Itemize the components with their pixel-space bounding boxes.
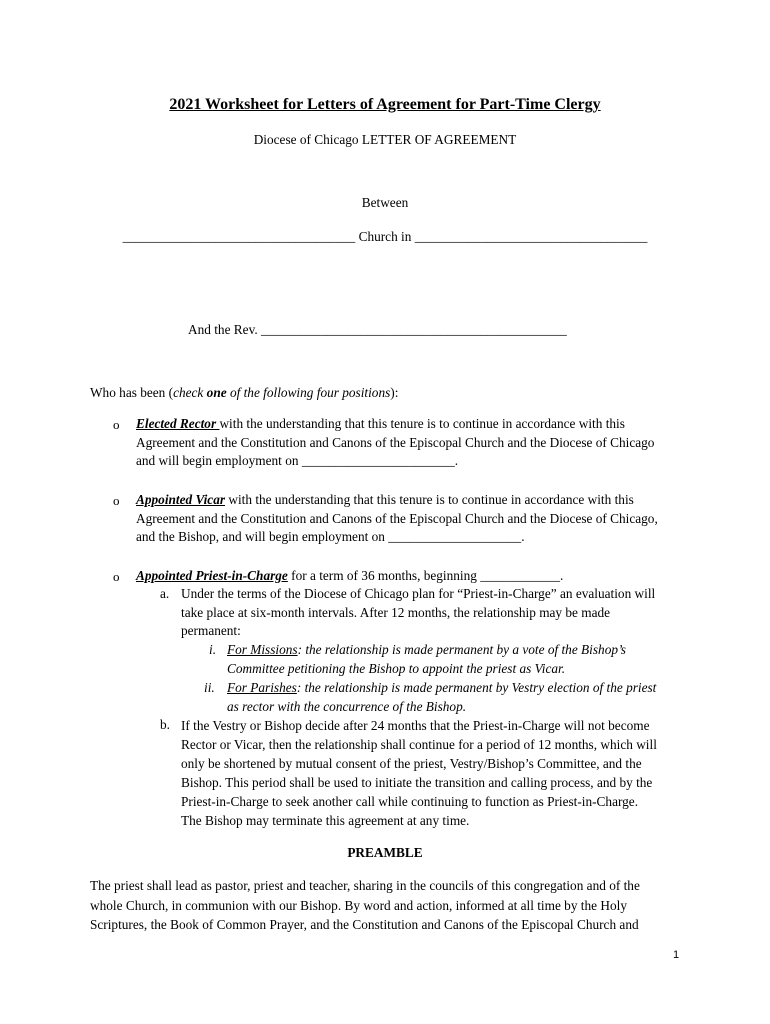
sub-item-b-line: Bishop. This period shall be used to initiate the transition and calling process, and by the	[181, 775, 653, 790]
document-title: 2021 Worksheet for Letters of Agreement for Part-Time Clergy	[169, 96, 601, 113]
priest-in-charge-text: for a term of 36 months, beginning ____________.	[287, 568, 564, 583]
positions-instruction	[90, 384, 398, 402]
preamble-line: Scriptures, the Book of Common Prayer, and the Constitution and Canons of the Episcopal Church and	[90, 917, 639, 932]
elected-rector-text: with the understanding that this tenure is to continue in accordance with this	[219, 416, 625, 431]
sub-item-i-marker: i.	[209, 642, 217, 657]
instruction-prefix: Who has been (	[90, 385, 174, 400]
sub-item-a	[181, 585, 655, 641]
appointed-vicar-text: with the understanding that this tenure is to continue in accordance with this	[225, 492, 634, 507]
rev-line: And the Rev. ______________________________________________	[188, 322, 567, 337]
bullet-elected-rector: o	[113, 417, 120, 432]
bullet-priest-in-charge: o	[113, 569, 120, 584]
elected-rector-text-3: and will begin employment on _______________________.	[136, 453, 459, 468]
option-priest-in-charge	[136, 567, 563, 585]
bullet-appointed-vicar: o	[113, 493, 120, 508]
sub-item-b-line: Rector or Vicar, then the relationship shall continue for a period of 12 months, which will	[181, 737, 657, 752]
instruction-italic: check	[173, 385, 207, 400]
sub-item-b-line: If the Vestry or Bishop decide after 24 months that the Priest-in-Charge will not become	[181, 718, 650, 733]
sub-item-b-line: only be shortened by mutual consent of the priest, Vestry/Bishop’s Committee, and the	[181, 756, 642, 771]
sub-item-missions	[227, 641, 626, 678]
instruction-suffix: ):	[390, 385, 399, 400]
sub-item-a-marker: a.	[160, 586, 170, 601]
sub-item-b-line: The Bishop may terminate this agreement at any time.	[181, 813, 470, 828]
instruction-italic-rest: of the following four positions	[226, 385, 391, 400]
missions-label: For Missions	[227, 642, 298, 657]
church-line: ___________________________________ Church in ___________________________________	[122, 229, 648, 244]
option-appointed-vicar	[136, 491, 658, 547]
sub-item-parishes	[227, 679, 656, 716]
preamble-line: whole Church, in communion with our Bishop. By word and action, informed at all time by the Holy	[90, 897, 627, 913]
elected-rector-label: Elected Rector	[136, 416, 220, 431]
missions-text-2: Committee petitioning the Bishop to appoint the priest as Vicar.	[227, 660, 566, 676]
option-elected-rector	[136, 415, 654, 471]
sub-item-ii-marker: ii.	[204, 680, 215, 695]
appointed-vicar-text-3: and the Bishop, and will begin employment on ____________________.	[136, 529, 525, 544]
preamble-heading: PREAMBLE	[347, 845, 423, 860]
between-label: Between	[361, 195, 409, 210]
appointed-vicar-text-2: Agreement and the Constitution and Canons of the Episcopal Church and the Diocese of Chicago,	[136, 510, 658, 526]
sub-item-b-line: Priest-in-Charge to seek another call while continuing to function as Priest-in-Charge.	[181, 794, 639, 809]
instruction-emphasis: one	[206, 385, 227, 400]
preamble-line: The priest shall lead as pastor, priest and teacher, sharing in the councils of this congregation and of the	[90, 878, 640, 893]
priest-in-charge-label: Appointed Priest-in-Charge	[136, 568, 288, 583]
sub-item-b	[181, 716, 657, 830]
elected-rector-text-2: Agreement and the Constitution and Canons of the Episcopal Church and the Diocese of Chicago	[136, 434, 655, 450]
parishes-text: : the relationship is made permanent by Vestry election of the priest	[296, 680, 657, 695]
page-number: 1	[673, 949, 680, 961]
sub-item-a-line: Under the terms of the Diocese of Chicago plan for “Priest-in-Charge” an evaluation will	[181, 586, 656, 601]
document-subtitle: Diocese of Chicago LETTER OF AGREEMENT	[253, 132, 517, 147]
parishes-text-2: as rector with the concurrence of the Bishop.	[227, 698, 467, 714]
sub-item-b-marker: b.	[160, 717, 170, 732]
missions-text: : the relationship is made permanent by a vote of the Bishop’s	[297, 642, 626, 657]
appointed-vicar-label: Appointed Vicar	[136, 492, 226, 507]
parishes-label: For Parishes	[227, 680, 297, 695]
preamble-paragraph	[90, 876, 640, 935]
sub-item-a-line: take place at six-month intervals. After 12 months, the relationship may be made	[181, 604, 611, 620]
sub-item-a-line: permanent:	[181, 623, 241, 638]
